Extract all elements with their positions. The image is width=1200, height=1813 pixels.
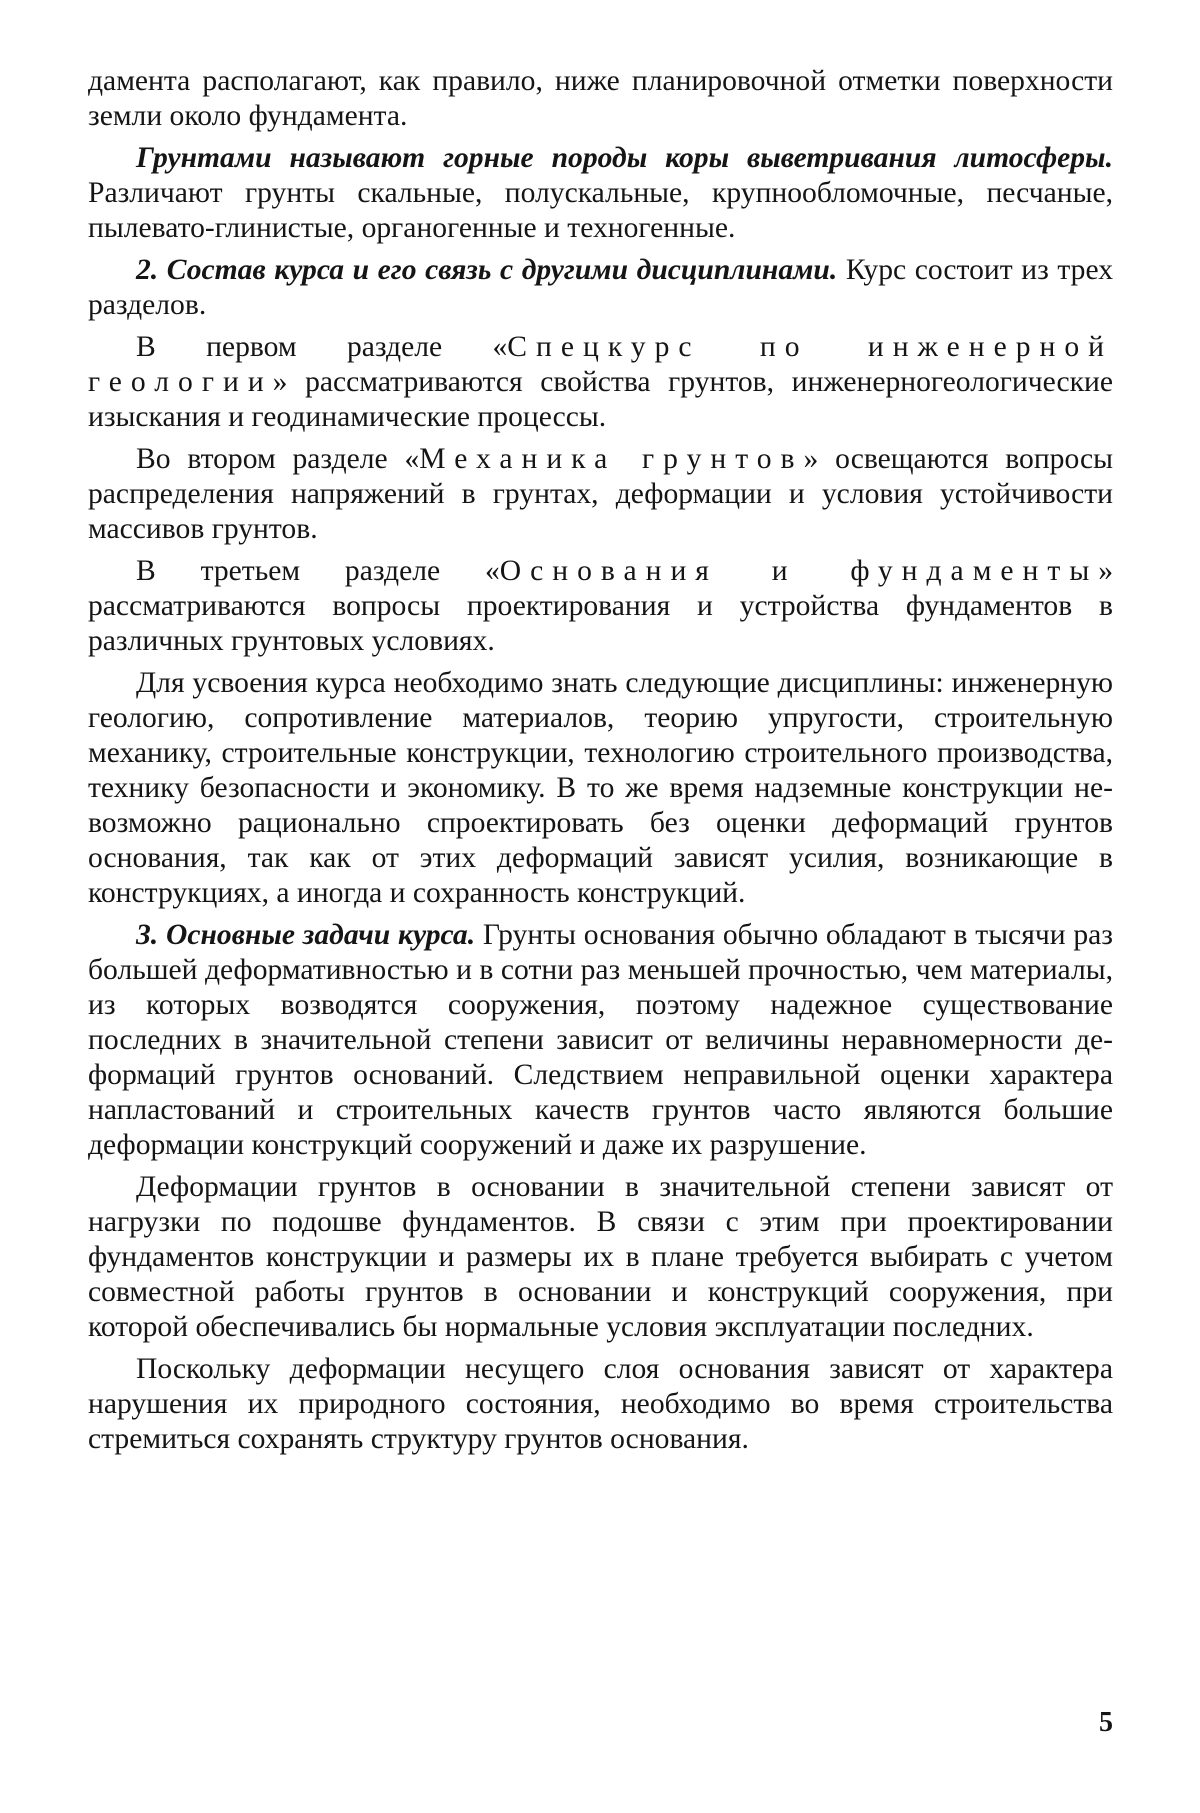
paragraph-text: » рассматриваются свойства грунтов, инженерногеологические изыскания и геодинамические процессы. bbox=[88, 366, 1113, 433]
paragraph-continuation bbox=[88, 64, 1113, 134]
paragraph-deformations bbox=[88, 1170, 1113, 1345]
paragraph-text: В первом разделе « bbox=[136, 331, 508, 363]
part-title: Спецкурс по инженерной геологии bbox=[88, 331, 1113, 398]
paragraph-text: Различают грунты скальные, полускальные, крупнообломочные, песчаные, пылевато-глинистые, органогенные и техногенные. bbox=[88, 177, 1113, 244]
paragraph-text: » рассматриваются вопросы проектирования и устройства фундаментов в различных грунтовых условиях. bbox=[88, 555, 1114, 657]
paragraph-text: Деформации грунтов в основании в значительной степени зависят от нагрузки по подошве фундаментов. В связи с этим при проектировании фундаментов конструкции и размеры их в плане требуется выбирать с учетом совместной работы грунтов в основании и конструкций сооружения, при которой обеспечивались бы нормальные условия эксплуатации последних. bbox=[88, 1171, 1113, 1343]
paragraph-soils-definition bbox=[88, 141, 1113, 246]
page-number: 5 bbox=[1099, 1707, 1113, 1738]
section-heading: 2. Состав курса и его связь с другими дисциплинами. bbox=[136, 254, 838, 286]
paragraph-section-3 bbox=[88, 918, 1113, 1163]
paragraph-text: дамента располагают, как правило, ниже планировочной отметки поверхности земли около фундамента. bbox=[88, 65, 1113, 132]
definition-lead: Грунтами называют горные породы коры выветривания литосферы. bbox=[136, 142, 1113, 174]
paragraph-text: Поскольку деформации несущего слоя основания зависят от характера нарушения их природного состояния, необходимо во время строительства стремиться сохранять структуру грунтов основания. bbox=[88, 1353, 1113, 1455]
paragraph-text: » освещаются вопросы распределения напряжений в грунтах, деформации и условия устойчивости массивов грунтов. bbox=[88, 443, 1114, 545]
paragraph-structure bbox=[88, 1352, 1113, 1457]
part-title: Механика грунтов bbox=[419, 443, 804, 475]
paragraph-third-part bbox=[88, 554, 1113, 659]
paragraph-section-2-heading bbox=[88, 253, 1113, 323]
paragraph-text: Во втором разделе « bbox=[136, 443, 420, 475]
paragraph-text: Грунты основания обычно обладают в тысячи раз большей деформативностью и в сотни раз меньшей прочностью, чем материалы, из которых возводятся сооружения, поэтому надежное существование последних в значительной степени зависит от величины неравномерности деформаций грунтов оснований. Следствием неправильной оценки характера напластований и строительных качеств грунтов часто являются большие деформации конструкций сооружений и даже их разрушение. bbox=[88, 919, 1113, 1161]
paragraph-prerequisites bbox=[88, 666, 1113, 911]
part-title: Основания и фундаменты bbox=[499, 555, 1099, 587]
section-heading: 3. Основные задачи курса. bbox=[136, 919, 476, 951]
paragraph-first-part bbox=[88, 330, 1113, 435]
page-text bbox=[88, 64, 1113, 1464]
paragraph-text: В третьем разделе « bbox=[136, 555, 500, 587]
paragraph-second-part bbox=[88, 442, 1113, 547]
paragraph-text: Курс состоит из трех разделов. bbox=[88, 254, 1113, 321]
paragraph-text: Для усвоения курса необходимо знать следующие дисциплины: инженерную геологию, сопротивление материалов, теорию упругости, строительную механику, строительные конструкции, технологию строительного производства, технику безопасности и экономику. В то же время надземные конструкции невозможно рационально спроектировать без оценки деформаций грунтов основания, так как от этих деформаций зависят усилия, возникающие в конструкциях, а иногда и сохранность конструкций. bbox=[88, 667, 1113, 909]
